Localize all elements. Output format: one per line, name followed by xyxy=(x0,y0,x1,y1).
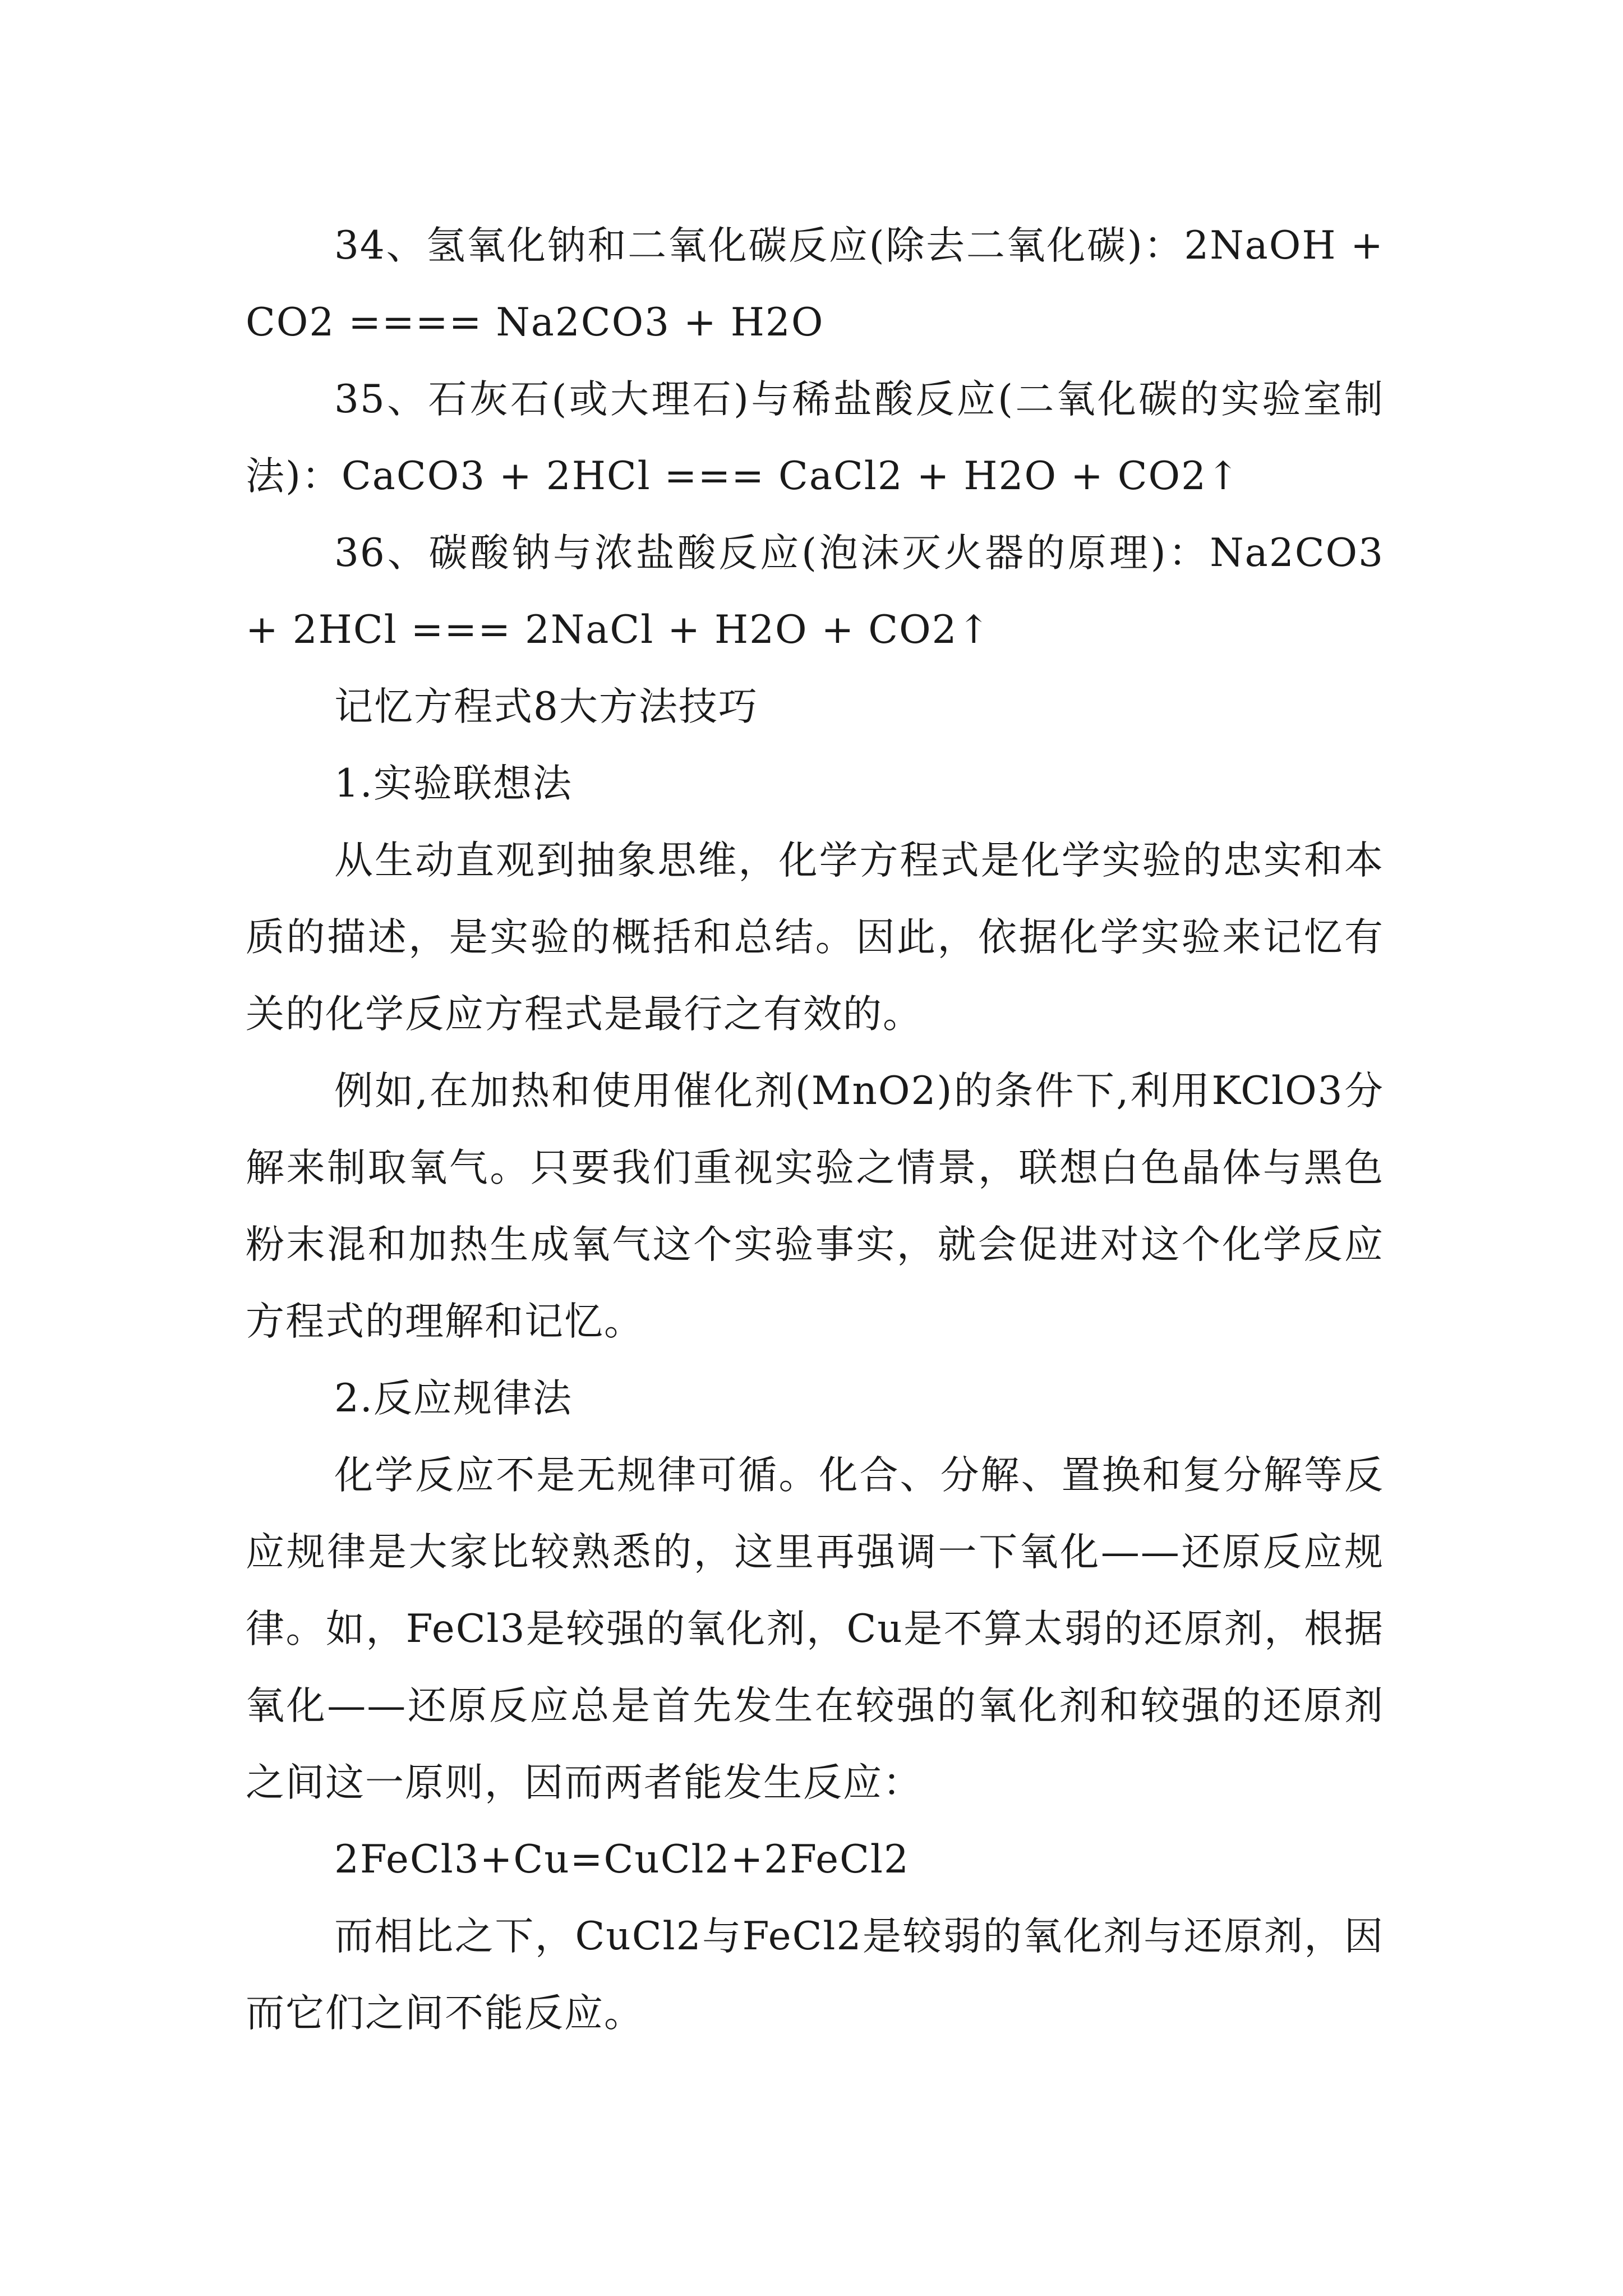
paragraph-reaction-34: 34、氢氧化钠和二氧化碳反应(除去二氧化碳)：2NaOH + CO2 ==== Na2CO3 + H2O xyxy=(246,223,1384,345)
method-2-heading: 2.反应规律法 xyxy=(334,1376,573,1421)
paragraph-reaction-35: 35、石灰石(或大理石)与稀盐酸反应(二氧化碳的实验室制法)：CaCO3 + 2HCl === CaCl2 + H2O + CO2↑ xyxy=(246,377,1384,499)
paragraph-reaction-36: 36、碳酸钠与浓盐酸反应(泡沫灭火器的原理)：Na2CO3 + 2HCl === 2NaCl + H2O + CO2↑ xyxy=(246,531,1384,652)
method-2-conclusion: 而相比之下，CuCl2与FeCl2是较弱的氧化剂与还原剂，因而它们之间不能反应。 xyxy=(246,1914,1384,2036)
method-1-description: 从生动直观到抽象思维，化学方程式是化学实验的忠实和本质的描述，是实验的概括和总结。因此，依据化学实验来记忆有关的化学反应方程式是最行之有效的。 xyxy=(246,838,1384,1037)
document-body xyxy=(246,208,1384,2052)
method-1-example: 例如,在加热和使用催化剂(MnO2)的条件下,利用KClO3分解来制取氧气。只要我们重视实验之情景，联想白色晶体与黑色粉末混和加热生成氧气这个实验事实，就会促进对这个化学反应方程式的理解和记忆。 xyxy=(246,1069,1384,1344)
section-heading: 记忆方程式8大方法技巧 xyxy=(334,684,758,729)
method-1-heading: 1.实验联想法 xyxy=(334,761,573,806)
method-2-equation: 2FeCl3+Cu=CuCl2+2FeCl2 xyxy=(334,1837,910,1882)
method-2-description: 化学反应不是无规律可循。化合、分解、置换和复分解等反应规律是大家比较熟悉的，这里再强调一下氧化——还原反应规律。如，FeCl3是较强的氧化剂，Cu是不算太弱的还原剂，根据氧化——还原反应总是首先发生在较强的氧化剂和较强的还原剂之间这一原则，因而两者能发生反应： xyxy=(246,1453,1384,1805)
